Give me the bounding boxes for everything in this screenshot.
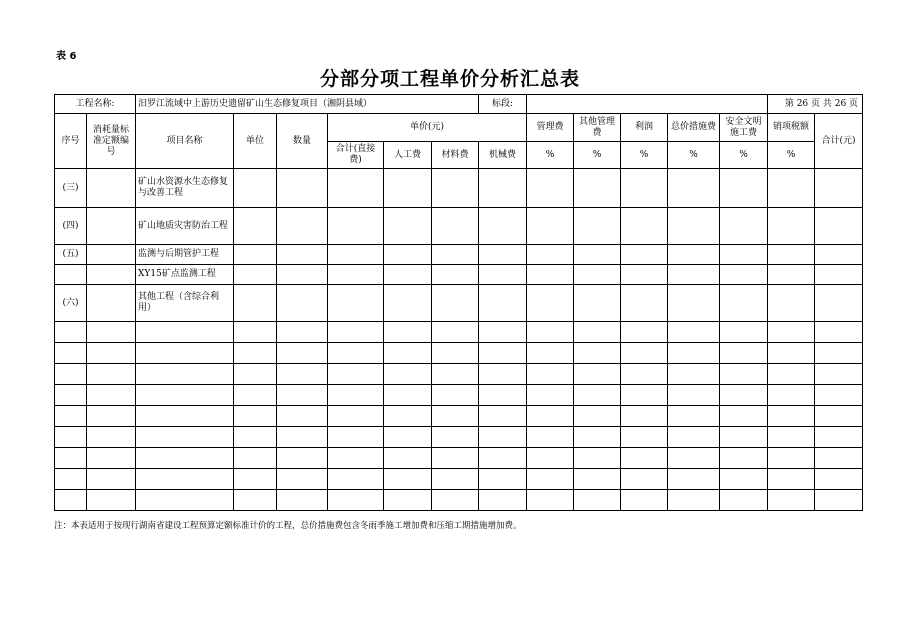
table-cell [720, 343, 768, 364]
table-cell [574, 285, 621, 322]
table-cell [432, 265, 479, 285]
table-cell [55, 343, 87, 364]
table-cell [328, 265, 384, 285]
table-cell [668, 364, 720, 385]
table-cell [479, 322, 527, 343]
table-cell [234, 169, 277, 208]
table-cell [815, 406, 863, 427]
table-cell [668, 490, 720, 511]
header-unit: 单位 [234, 114, 277, 169]
row-seq [55, 265, 87, 285]
table-cell [328, 343, 384, 364]
percent-total-measures: % [668, 142, 720, 169]
table-cell [621, 169, 668, 208]
project-name: 汨罗江流域中上游历史遗留矿山生态修复项目（湘阴县域） [136, 95, 479, 114]
table-cell [815, 469, 863, 490]
empty-row [55, 490, 863, 511]
row-quota [87, 169, 136, 208]
header-vat: 销项税额 [768, 114, 815, 142]
table-cell [384, 265, 432, 285]
table-cell [277, 343, 328, 364]
table-cell [668, 245, 720, 265]
table-cell [720, 385, 768, 406]
table-cell [720, 265, 768, 285]
table-cell [668, 343, 720, 364]
table-cell [479, 208, 527, 245]
table-cell [234, 427, 277, 448]
table-cell [720, 322, 768, 343]
table-cell [527, 469, 574, 490]
table-cell [668, 406, 720, 427]
table-cell [815, 285, 863, 322]
table-cell [136, 343, 234, 364]
table-row [55, 265, 863, 285]
table-cell [384, 364, 432, 385]
table-cell [234, 265, 277, 285]
table-cell [136, 406, 234, 427]
table-cell [479, 285, 527, 322]
table-cell [720, 245, 768, 265]
footnote: 注：本表适用于按现行湖南省建设工程预算定额标准计价的工程，总价措施费包含冬雨季施工增加费和压缩工期措施增加费。 [54, 521, 522, 531]
table-cell [136, 427, 234, 448]
row-seq: (五) [55, 245, 87, 265]
table-cell [574, 469, 621, 490]
table-cell [479, 490, 527, 511]
table-cell [87, 385, 136, 406]
table-cell [328, 285, 384, 322]
table-cell [574, 265, 621, 285]
empty-row [55, 427, 863, 448]
table-cell [768, 448, 815, 469]
table-cell [277, 385, 328, 406]
empty-row [55, 322, 863, 343]
table-cell [384, 448, 432, 469]
table-cell [234, 343, 277, 364]
table-cell [768, 364, 815, 385]
table-cell [815, 169, 863, 208]
header-quota: 消耗量标准定额编号 [87, 114, 136, 169]
table-cell [768, 385, 815, 406]
table-cell [768, 343, 815, 364]
row-quota [87, 285, 136, 322]
header-item-name: 项目名称 [136, 114, 234, 169]
header-unit-price: 单价(元) [328, 114, 527, 142]
table-cell [768, 322, 815, 343]
table-cell [432, 285, 479, 322]
table-cell [815, 364, 863, 385]
table-cell [574, 448, 621, 469]
table-cell [234, 285, 277, 322]
table-cell [479, 245, 527, 265]
header-row-1 [55, 114, 863, 142]
row-item-name: 监测与后期管护工程 [136, 245, 234, 265]
table-cell [277, 265, 328, 285]
table-cell [432, 427, 479, 448]
table-cell [55, 469, 87, 490]
table-cell [432, 469, 479, 490]
table-cell [234, 385, 277, 406]
table-cell [136, 385, 234, 406]
table-cell [621, 406, 668, 427]
table-cell [574, 343, 621, 364]
table-cell [432, 364, 479, 385]
table-cell [277, 469, 328, 490]
table-cell [55, 490, 87, 511]
table-cell [668, 385, 720, 406]
table-cell [479, 448, 527, 469]
table-cell [768, 490, 815, 511]
table-cell [574, 245, 621, 265]
empty-row [55, 343, 863, 364]
row-item-name: 矿山水资源水生态修复与改善工程 [136, 169, 234, 208]
table-cell [384, 343, 432, 364]
table-cell [55, 406, 87, 427]
table-row [55, 208, 863, 245]
table-cell [136, 490, 234, 511]
table-cell [668, 265, 720, 285]
table-cell [234, 245, 277, 265]
table-cell [768, 427, 815, 448]
table-cell [384, 427, 432, 448]
table-cell [768, 469, 815, 490]
table-cell [384, 285, 432, 322]
table-cell [720, 427, 768, 448]
table-cell [527, 208, 574, 245]
empty-row [55, 385, 863, 406]
row-item-name: 矿山地质灾害防治工程 [136, 208, 234, 245]
table-cell [574, 427, 621, 448]
table-cell [432, 208, 479, 245]
table-cell [136, 322, 234, 343]
header-quantity: 数量 [277, 114, 328, 169]
table-cell [479, 406, 527, 427]
row-seq: (六) [55, 285, 87, 322]
table-cell [55, 427, 87, 448]
table-cell [815, 385, 863, 406]
table-cell [432, 406, 479, 427]
table-cell [815, 427, 863, 448]
row-seq: (四) [55, 208, 87, 245]
table-cell [384, 490, 432, 511]
table-cell [55, 322, 87, 343]
table-cell [815, 245, 863, 265]
table-cell [328, 364, 384, 385]
table-cell [234, 406, 277, 427]
table-cell [277, 285, 328, 322]
table-cell [574, 169, 621, 208]
table-cell [574, 208, 621, 245]
table-cell [527, 364, 574, 385]
table-cell [574, 406, 621, 427]
row-item-name: 其他工程（含综合利用） [136, 285, 234, 322]
row-quota [87, 208, 136, 245]
table-cell [621, 490, 668, 511]
table-cell [768, 208, 815, 245]
table-cell [277, 169, 328, 208]
percent-management: % [527, 142, 574, 169]
table-cell [234, 322, 277, 343]
table-cell [234, 364, 277, 385]
table-cell [384, 322, 432, 343]
percent-safety: % [720, 142, 768, 169]
table-cell [479, 427, 527, 448]
table-cell [768, 245, 815, 265]
table-cell [621, 469, 668, 490]
table-cell [720, 169, 768, 208]
table-cell [621, 427, 668, 448]
table-cell [815, 343, 863, 364]
table-cell [277, 490, 328, 511]
table-cell [668, 169, 720, 208]
table-cell [136, 364, 234, 385]
table-cell [432, 490, 479, 511]
unit-price-summary-table [54, 94, 863, 511]
table-cell [621, 265, 668, 285]
table-cell [527, 285, 574, 322]
table-cell [720, 364, 768, 385]
table-cell [328, 245, 384, 265]
table-cell [87, 343, 136, 364]
table-cell [87, 490, 136, 511]
header-machine: 机械费 [479, 142, 527, 169]
header-management: 管理费 [527, 114, 574, 142]
table-cell [277, 406, 328, 427]
row-quota [87, 265, 136, 285]
empty-row [55, 406, 863, 427]
table-cell [55, 448, 87, 469]
table-cell [432, 448, 479, 469]
table-cell [815, 322, 863, 343]
table-cell [574, 322, 621, 343]
table-cell [87, 364, 136, 385]
table-cell [768, 169, 815, 208]
table-cell [328, 208, 384, 245]
table-cell [768, 265, 815, 285]
table-cell [720, 469, 768, 490]
empty-row [55, 448, 863, 469]
table-cell [87, 322, 136, 343]
table-cell [815, 490, 863, 511]
table-cell [527, 490, 574, 511]
table-cell [328, 469, 384, 490]
header-labor: 人工费 [384, 142, 432, 169]
table-cell [384, 245, 432, 265]
table-cell [527, 427, 574, 448]
page-info: 第 26 页 共 26 页 [768, 95, 863, 114]
table-cell [136, 448, 234, 469]
table-cell [527, 343, 574, 364]
table-cell [527, 406, 574, 427]
header-total-measures: 总价措施费 [668, 114, 720, 142]
table-cell [328, 385, 384, 406]
table-cell [55, 364, 87, 385]
table-cell [384, 406, 432, 427]
table-cell [768, 285, 815, 322]
table-cell [574, 490, 621, 511]
table-cell [234, 448, 277, 469]
table-row [55, 285, 863, 322]
header-subtotal: 合计(直接费) [328, 142, 384, 169]
table-cell [720, 406, 768, 427]
header-seq: 序号 [55, 114, 87, 169]
table-cell [328, 406, 384, 427]
table-cell [668, 427, 720, 448]
table-cell [621, 285, 668, 322]
table-cell [328, 448, 384, 469]
header-material: 材料费 [432, 142, 479, 169]
table-cell [479, 169, 527, 208]
table-cell [277, 448, 328, 469]
empty-row [55, 364, 863, 385]
header-profit: 利润 [621, 114, 668, 142]
table-cell [87, 406, 136, 427]
table-cell [527, 265, 574, 285]
info-row [55, 95, 863, 114]
table-cell [87, 469, 136, 490]
table-cell [479, 364, 527, 385]
table-cell [621, 245, 668, 265]
section-value [527, 95, 768, 114]
table-cell [479, 343, 527, 364]
table-cell [720, 490, 768, 511]
table-cell [527, 448, 574, 469]
table-cell [277, 364, 328, 385]
table-cell [234, 490, 277, 511]
table-cell [668, 208, 720, 245]
table-cell [720, 208, 768, 245]
table-cell [720, 448, 768, 469]
table-cell [815, 265, 863, 285]
table-cell [87, 448, 136, 469]
table-cell [277, 245, 328, 265]
table-cell [277, 322, 328, 343]
row-quota [87, 245, 136, 265]
table-cell [621, 385, 668, 406]
table-cell [527, 245, 574, 265]
table-cell [384, 385, 432, 406]
table-row [55, 169, 863, 208]
percent-vat: % [768, 142, 815, 169]
table-cell [768, 406, 815, 427]
table-number: 表 6 [56, 51, 77, 62]
table-cell [527, 322, 574, 343]
row-seq: (三) [55, 169, 87, 208]
project-label: 工程名称: [55, 95, 136, 114]
table-cell [621, 343, 668, 364]
table-cell [432, 245, 479, 265]
table-cell [432, 322, 479, 343]
table-cell [527, 385, 574, 406]
table-cell [328, 169, 384, 208]
header-total: 合计(元) [815, 114, 863, 169]
table-cell [668, 469, 720, 490]
page-title: 分部分项工程单价分析汇总表 [319, 68, 580, 90]
table-cell [621, 364, 668, 385]
table-cell [668, 285, 720, 322]
table-cell [384, 469, 432, 490]
table-cell [432, 385, 479, 406]
table-cell [479, 385, 527, 406]
row-item-name: XY15矿点监测工程 [136, 265, 234, 285]
percent-profit: % [621, 142, 668, 169]
table-cell [328, 427, 384, 448]
table-cell [234, 469, 277, 490]
percent-other-management: % [574, 142, 621, 169]
table-cell [277, 427, 328, 448]
table-cell [384, 208, 432, 245]
table-cell [277, 208, 328, 245]
table-cell [668, 448, 720, 469]
table-cell [668, 322, 720, 343]
table-cell [432, 343, 479, 364]
table-cell [815, 208, 863, 245]
section-label: 标段: [479, 95, 527, 114]
table-cell [574, 385, 621, 406]
table-cell [479, 469, 527, 490]
table-cell [55, 385, 87, 406]
table-row [55, 245, 863, 265]
table-cell [384, 169, 432, 208]
header-safety: 安全文明施工费 [720, 114, 768, 142]
table-cell [815, 448, 863, 469]
table-cell [234, 208, 277, 245]
table-cell [527, 169, 574, 208]
table-cell [621, 208, 668, 245]
table-cell [621, 322, 668, 343]
table-cell [720, 285, 768, 322]
table-cell [136, 469, 234, 490]
table-cell [328, 490, 384, 511]
table-cell [432, 169, 479, 208]
table-body [55, 169, 863, 511]
table-cell [87, 427, 136, 448]
header-other-management: 其他管理费 [574, 114, 621, 142]
empty-row [55, 469, 863, 490]
table-cell [479, 265, 527, 285]
table-cell [574, 364, 621, 385]
table-cell [621, 448, 668, 469]
table-cell [328, 322, 384, 343]
